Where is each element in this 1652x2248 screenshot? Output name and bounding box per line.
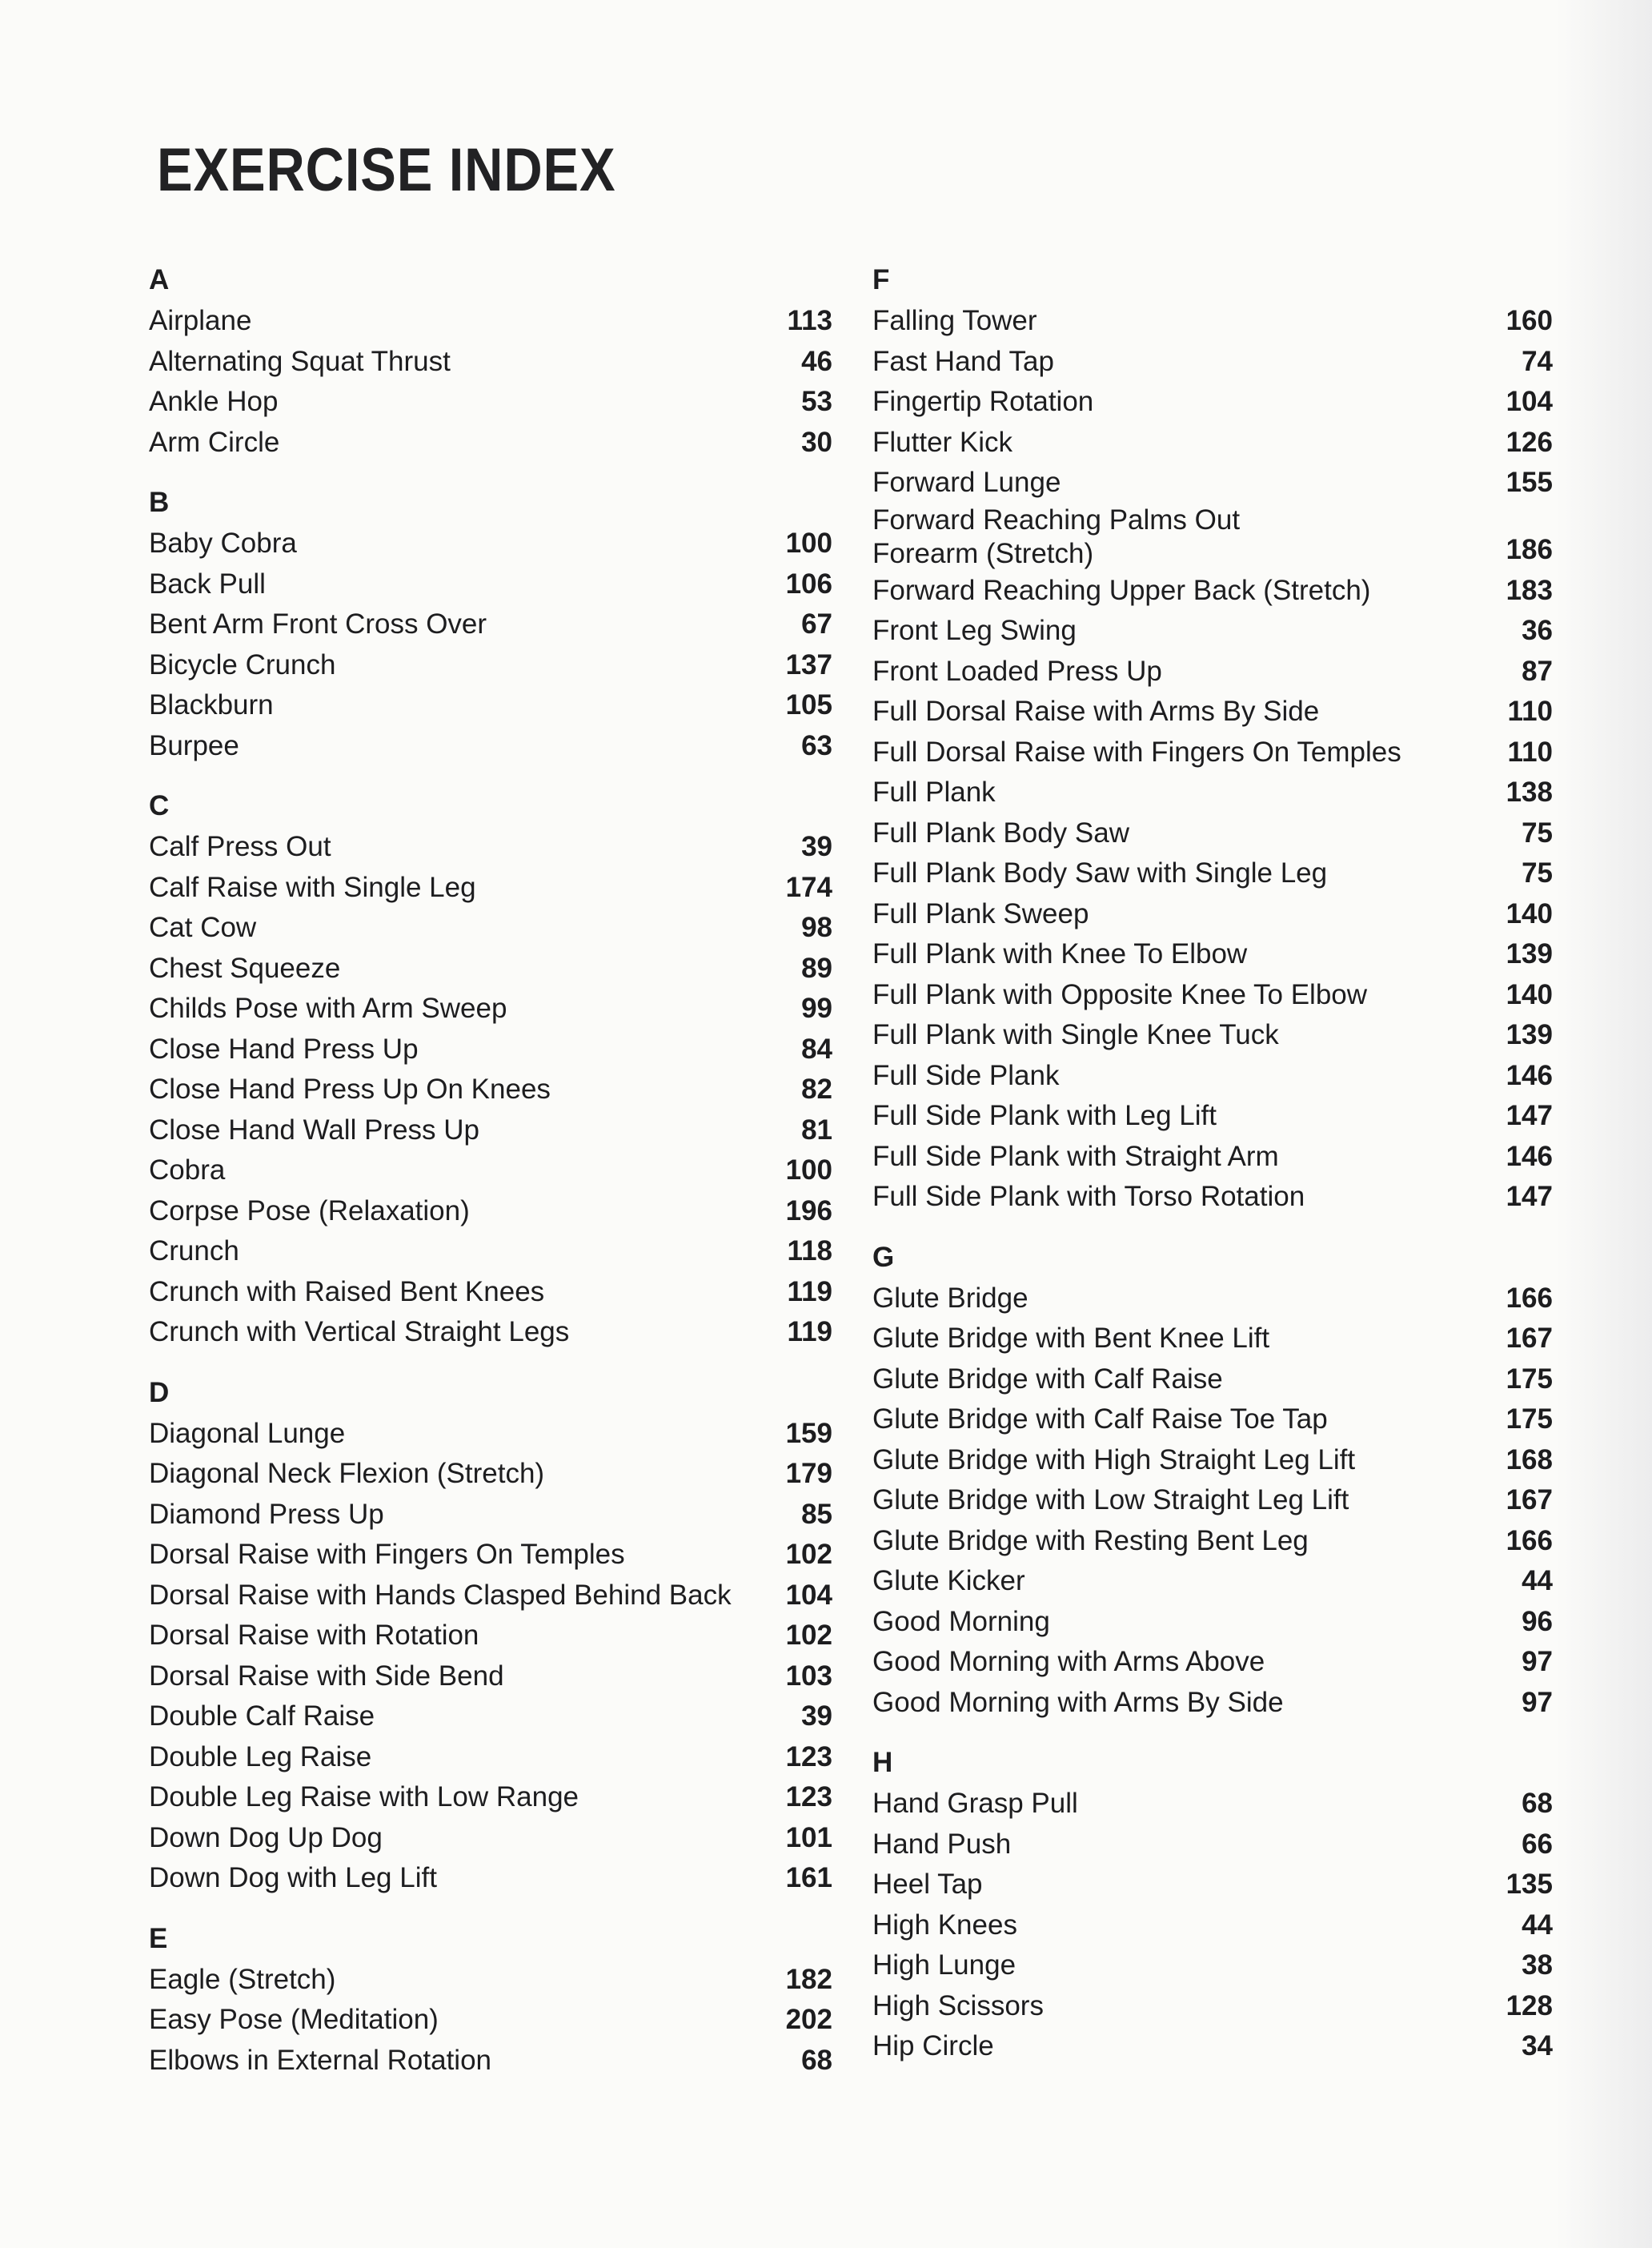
index-entry [149, 908, 832, 949]
exercise-name: Cobra [149, 1154, 226, 1186]
page-number: 139 [1506, 938, 1553, 969]
page-number: 128 [1506, 1989, 1553, 2021]
page-number: 106 [785, 568, 832, 600]
exercise-name: Close Hand Press Up On Knees [149, 1074, 551, 1105]
index-entry [149, 1960, 832, 2001]
index-entry [872, 1642, 1553, 1683]
index-entry [149, 1272, 832, 1313]
exercise-name: Full Side Plank with Leg Lift [872, 1100, 1217, 1131]
exercise-name: Childs Pose with Arm Sweep [149, 993, 507, 1024]
page-number: 97 [1522, 1646, 1553, 1677]
page-number: 126 [1506, 426, 1553, 458]
exercise-name: Forward Reaching Palms Out Forearm (Stretch) [872, 504, 1241, 569]
page-number: 99 [801, 993, 832, 1024]
exercise-name: Full Dorsal Raise with Fingers On Temples [872, 736, 1401, 768]
index-entry [872, 652, 1553, 692]
index-entry [149, 1777, 832, 1818]
exercise-name: Diagonal Neck Flexion (Stretch) [149, 1458, 545, 1489]
exercise-name: Close Hand Press Up [149, 1033, 419, 1065]
exercise-name: High Lunge [872, 1949, 1016, 1981]
page-number: 46 [801, 345, 832, 377]
index-entry [872, 1056, 1553, 1097]
page-number: 183 [1506, 574, 1553, 606]
index-entry [872, 423, 1553, 464]
index-entry [149, 645, 832, 686]
page-number: 34 [1522, 2030, 1553, 2061]
page-number: 68 [1522, 1788, 1553, 1819]
page-number: 103 [785, 1660, 832, 1692]
page-number: 167 [1506, 1484, 1553, 1515]
index-entry [872, 1359, 1553, 1400]
index-entry [149, 1030, 832, 1070]
exercise-name: Full Plank Body Saw with Single Leg [872, 857, 1328, 889]
page-number: 147 [1506, 1100, 1553, 1131]
exercise-name: Good Morning with Arms Above [872, 1646, 1265, 1677]
exercise-name: Full Plank with Opposite Knee To Elbow [872, 978, 1368, 1010]
index-entry [872, 571, 1553, 612]
page-number: 74 [1522, 345, 1553, 377]
page-number: 39 [801, 831, 832, 862]
exercise-name: Close Hand Wall Press Up [149, 1114, 480, 1146]
index-entry [149, 1454, 832, 1495]
index-entry [149, 1150, 832, 1191]
page-number: 104 [785, 1579, 832, 1611]
page-number: 63 [801, 729, 832, 761]
exercise-name: Alternating Squat Thrust [149, 345, 451, 377]
index-entry [872, 733, 1553, 773]
exercise-name: Blackburn [149, 689, 274, 721]
exercise-name: Glute Bridge with Calf Raise [872, 1363, 1223, 1395]
page-number: 175 [1506, 1363, 1553, 1395]
exercise-name: Glute Kicker [872, 1565, 1025, 1596]
index-entry [872, 1602, 1553, 1643]
exercise-name: Forward Lunge [872, 467, 1061, 498]
exercise-name: Good Morning with Arms By Side [872, 1686, 1284, 1718]
exercise-name: Dorsal Raise with Hands Clasped Behind Back [149, 1579, 732, 1611]
index-entry [149, 1616, 832, 1656]
page-number: 139 [1506, 1019, 1553, 1050]
page-number: 75 [1522, 817, 1553, 849]
index-entry [149, 1576, 832, 1616]
index-entry [872, 1905, 1553, 1946]
page-number: 96 [1522, 1605, 1553, 1637]
exercise-name: Corpse Pose (Relaxation) [149, 1194, 470, 1226]
index-entry [149, 2000, 832, 2041]
index-entry [149, 1656, 832, 1697]
page-number: 140 [1506, 897, 1553, 929]
exercise-name: Full Plank [872, 777, 996, 808]
exercise-name: Glute Bridge [872, 1282, 1028, 1314]
section-letter: C [149, 790, 170, 821]
exercise-name: Easy Pose (Meditation) [149, 2004, 439, 2035]
exercise-name: Crunch with Raised Bent Knees [149, 1275, 545, 1307]
index-entry [149, 989, 832, 1030]
page-number: 147 [1506, 1181, 1553, 1212]
exercise-name: Front Loaded Press Up [872, 655, 1162, 687]
page-number: 146 [1506, 1059, 1553, 1091]
exercise-name: Bicycle Crunch [149, 648, 336, 680]
index-entry [872, 611, 1553, 652]
index-entry [149, 1414, 832, 1455]
exercise-name: Elbows in External Rotation [149, 2044, 491, 2076]
index-section-h [872, 1737, 1553, 2067]
index-entry [872, 1824, 1553, 1865]
index-entry [872, 1865, 1553, 1905]
page-number: 102 [785, 1620, 832, 1651]
page-number: 196 [785, 1194, 832, 1226]
page-number: 166 [1506, 1282, 1553, 1314]
exercise-name: Calf Raise with Single Leg [149, 871, 476, 903]
index-entry [872, 1399, 1553, 1440]
index-section-e [149, 1913, 832, 2081]
page-number: 39 [801, 1700, 832, 1732]
page-number: 159 [785, 1417, 832, 1449]
exercise-name: Back Pull [149, 568, 266, 600]
page-number: 146 [1506, 1140, 1553, 1172]
page-number: 75 [1522, 857, 1553, 889]
exercise-name: Glute Bridge with Bent Knee Lift [872, 1323, 1270, 1354]
page-number: 102 [785, 1539, 832, 1570]
exercise-name: Glute Bridge with Resting Bent Leg [872, 1524, 1309, 1556]
exercise-name: Down Dog Up Dog [149, 1821, 383, 1853]
index-section-g [872, 1232, 1553, 1724]
index-entry [872, 773, 1553, 813]
exercise-name: Falling Tower [872, 305, 1037, 336]
index-entry [872, 382, 1553, 423]
page-number: 44 [1522, 1565, 1553, 1596]
exercise-name: Burpee [149, 729, 239, 761]
index-entry [149, 1312, 832, 1353]
index-entry [872, 692, 1553, 733]
page-edge-shadow [1556, 0, 1652, 2248]
exercise-name: Full Plank Sweep [872, 897, 1089, 929]
exercise-name: Diagonal Lunge [149, 1417, 346, 1449]
exercise-name: Cat Cow [149, 912, 257, 943]
page-number: 85 [801, 1498, 832, 1530]
exercise-name: Dorsal Raise with Side Bend [149, 1660, 504, 1692]
exercise-name: Eagle (Stretch) [149, 1963, 336, 1995]
section-letter: F [872, 264, 890, 295]
page-number: 67 [801, 608, 832, 640]
index-entry [872, 934, 1553, 975]
index-entry [149, 1110, 832, 1151]
exercise-name: Calf Press Out [149, 831, 331, 862]
page-number: 82 [801, 1074, 832, 1105]
exercise-name: Double Leg Raise [149, 1740, 372, 1772]
index-entry [872, 1683, 1553, 1724]
index-entry [149, 564, 832, 605]
page-number: 119 [787, 1275, 832, 1307]
page-number: 123 [785, 1740, 832, 1772]
exercise-name: Fingertip Rotation [872, 386, 1094, 417]
index-entry [872, 1945, 1553, 1986]
exercise-name: Flutter Kick [872, 426, 1013, 458]
page-number: 182 [785, 1963, 832, 1995]
index-entry [149, 1191, 832, 1232]
index-entry [872, 1015, 1553, 1056]
index-column-right [872, 255, 1553, 2081]
exercise-name: Good Morning [872, 1605, 1050, 1637]
exercise-name: Fast Hand Tap [872, 345, 1054, 377]
exercise-name: Down Dog with Leg Lift [149, 1862, 437, 1893]
page-number: 118 [787, 1235, 832, 1267]
index-entry [149, 1737, 832, 1778]
index-entry [872, 1137, 1553, 1178]
exercise-name: Dorsal Raise with Rotation [149, 1620, 479, 1651]
index-entry [872, 975, 1553, 1016]
page-number: 30 [801, 426, 832, 458]
exercise-name: Full Plank Body Saw [872, 817, 1129, 849]
exercise-name: Double Calf Raise [149, 1700, 375, 1732]
index-entry [149, 2041, 832, 2081]
index-entry [872, 1561, 1553, 1602]
page-number: 174 [785, 871, 832, 903]
index-entry [872, 2026, 1553, 2067]
exercise-name: Glute Bridge with High Straight Leg Lift [872, 1443, 1356, 1475]
exercise-name: Hand Push [872, 1828, 1012, 1860]
index-column-left [149, 255, 832, 2095]
exercise-name: Chest Squeeze [149, 952, 341, 984]
index-entry [149, 604, 832, 645]
exercise-name: Full Side Plank [872, 1059, 1060, 1091]
page-number: 123 [785, 1781, 832, 1812]
page-number: 179 [785, 1458, 832, 1489]
page-number: 81 [801, 1114, 832, 1146]
page-number: 68 [801, 2044, 832, 2076]
page-number: 53 [801, 386, 832, 417]
page-number: 202 [785, 2004, 832, 2035]
index-section-f [872, 255, 1553, 1218]
exercise-name: Glute Bridge with Low Straight Leg Lift [872, 1484, 1349, 1515]
index-entry [149, 1535, 832, 1576]
section-letter: G [872, 1241, 895, 1273]
index-entry [872, 1319, 1553, 1359]
index-entry [872, 894, 1553, 935]
index-section-d [149, 1367, 832, 1899]
exercise-name: Heel Tap [872, 1869, 983, 1900]
page-number: 66 [1522, 1828, 1553, 1860]
section-letter: H [872, 1747, 893, 1778]
index-entry [149, 827, 832, 868]
index-entry [872, 1480, 1553, 1521]
index-entry [872, 813, 1553, 854]
page-number: 98 [801, 912, 832, 943]
page-number: 167 [1506, 1323, 1553, 1354]
page-number: 101 [785, 1821, 832, 1853]
index-entry [149, 524, 832, 564]
index-entry [149, 1858, 832, 1899]
page-number: 97 [1522, 1686, 1553, 1718]
exercise-name: Ankle Hop [149, 386, 279, 417]
index-section-a [149, 255, 832, 463]
page-number: 44 [1522, 1909, 1553, 1941]
exercise-name: Glute Bridge with Calf Raise Toe Tap [872, 1403, 1328, 1435]
exercise-name: Hip Circle [872, 2030, 994, 2061]
page-number: 186 [1506, 534, 1553, 565]
page-number: 110 [1507, 696, 1553, 727]
page-number: 155 [1506, 467, 1553, 498]
exercise-name: High Scissors [872, 1989, 1044, 2021]
exercise-name: Full Side Plank with Straight Arm [872, 1140, 1279, 1172]
page-number: 36 [1522, 615, 1553, 646]
index-entry [149, 726, 832, 767]
page-number: 113 [787, 305, 832, 336]
exercise-name: Crunch [149, 1235, 239, 1267]
index-entry [149, 1231, 832, 1272]
page-number: 87 [1522, 655, 1553, 687]
section-letter: E [149, 1922, 168, 1954]
index-entry [149, 1818, 832, 1859]
page-number: 168 [1506, 1443, 1553, 1475]
index-section-c [149, 781, 832, 1353]
index-entry [872, 1986, 1553, 2027]
exercise-name: Full Plank with Single Knee Tuck [872, 1019, 1279, 1050]
exercise-name: Dorsal Raise with Fingers On Temples [149, 1539, 625, 1570]
page-number: 100 [785, 1154, 832, 1186]
index-entry [149, 382, 832, 423]
exercise-name: Arm Circle [149, 426, 280, 458]
exercise-name: Bent Arm Front Cross Over [149, 608, 487, 640]
exercise-name: Hand Grasp Pull [872, 1788, 1078, 1819]
page-number: 104 [1506, 386, 1553, 417]
page-number: 135 [1506, 1869, 1553, 1900]
page-number: 100 [785, 528, 832, 559]
page-number: 84 [801, 1033, 832, 1065]
index-entry [872, 301, 1553, 342]
exercise-name: Diamond Press Up [149, 1498, 384, 1530]
section-letter: B [149, 487, 170, 518]
page-number: 160 [1506, 305, 1553, 336]
page-number: 105 [785, 689, 832, 721]
index-entry [149, 342, 832, 383]
section-letter: A [149, 264, 170, 295]
index-entry [872, 1177, 1553, 1218]
page-number: 89 [801, 952, 832, 984]
exercise-name: Forward Reaching Upper Back (Stretch) [872, 574, 1371, 606]
section-letter: D [149, 1376, 170, 1408]
index-entry [872, 853, 1553, 894]
index-entry [872, 1096, 1553, 1137]
exercise-name: Airplane [149, 305, 252, 336]
exercise-name: Full Plank with Knee To Elbow [872, 938, 1248, 969]
index-entry [149, 949, 832, 990]
page-number: 161 [785, 1862, 832, 1893]
exercise-name: High Knees [872, 1909, 1017, 1941]
index-entry [872, 1521, 1553, 1562]
page-number: 175 [1506, 1403, 1553, 1435]
index-entry [872, 342, 1553, 383]
index-entry [872, 463, 1553, 504]
page-number: 140 [1506, 978, 1553, 1010]
exercise-name: Double Leg Raise with Low Range [149, 1781, 579, 1812]
exercise-name: Full Side Plank with Torso Rotation [872, 1181, 1305, 1212]
index-entry [872, 1784, 1553, 1824]
exercise-name: Front Leg Swing [872, 615, 1077, 646]
page-number: 138 [1506, 777, 1553, 808]
index-entry [149, 1495, 832, 1535]
page-number: 119 [787, 1316, 832, 1347]
index-entry [149, 1696, 832, 1737]
index-entry [872, 1279, 1553, 1319]
page-number: 110 [1507, 736, 1553, 768]
index-entry [149, 1070, 832, 1110]
index-entry [149, 685, 832, 726]
index-section-b [149, 477, 832, 766]
page-number: 38 [1522, 1949, 1553, 1981]
exercise-name: Crunch with Vertical Straight Legs [149, 1316, 570, 1347]
index-entry [149, 423, 832, 464]
page-number: 166 [1506, 1524, 1553, 1556]
page-number: 137 [785, 648, 832, 680]
index-entry [872, 504, 1553, 571]
exercise-name: Baby Cobra [149, 528, 297, 559]
index-entry [872, 1440, 1553, 1481]
page-title: EXERCISE INDEX [157, 136, 616, 204]
exercise-name: Full Dorsal Raise with Arms By Side [872, 696, 1320, 727]
index-entry [149, 301, 832, 342]
index-entry [149, 868, 832, 909]
